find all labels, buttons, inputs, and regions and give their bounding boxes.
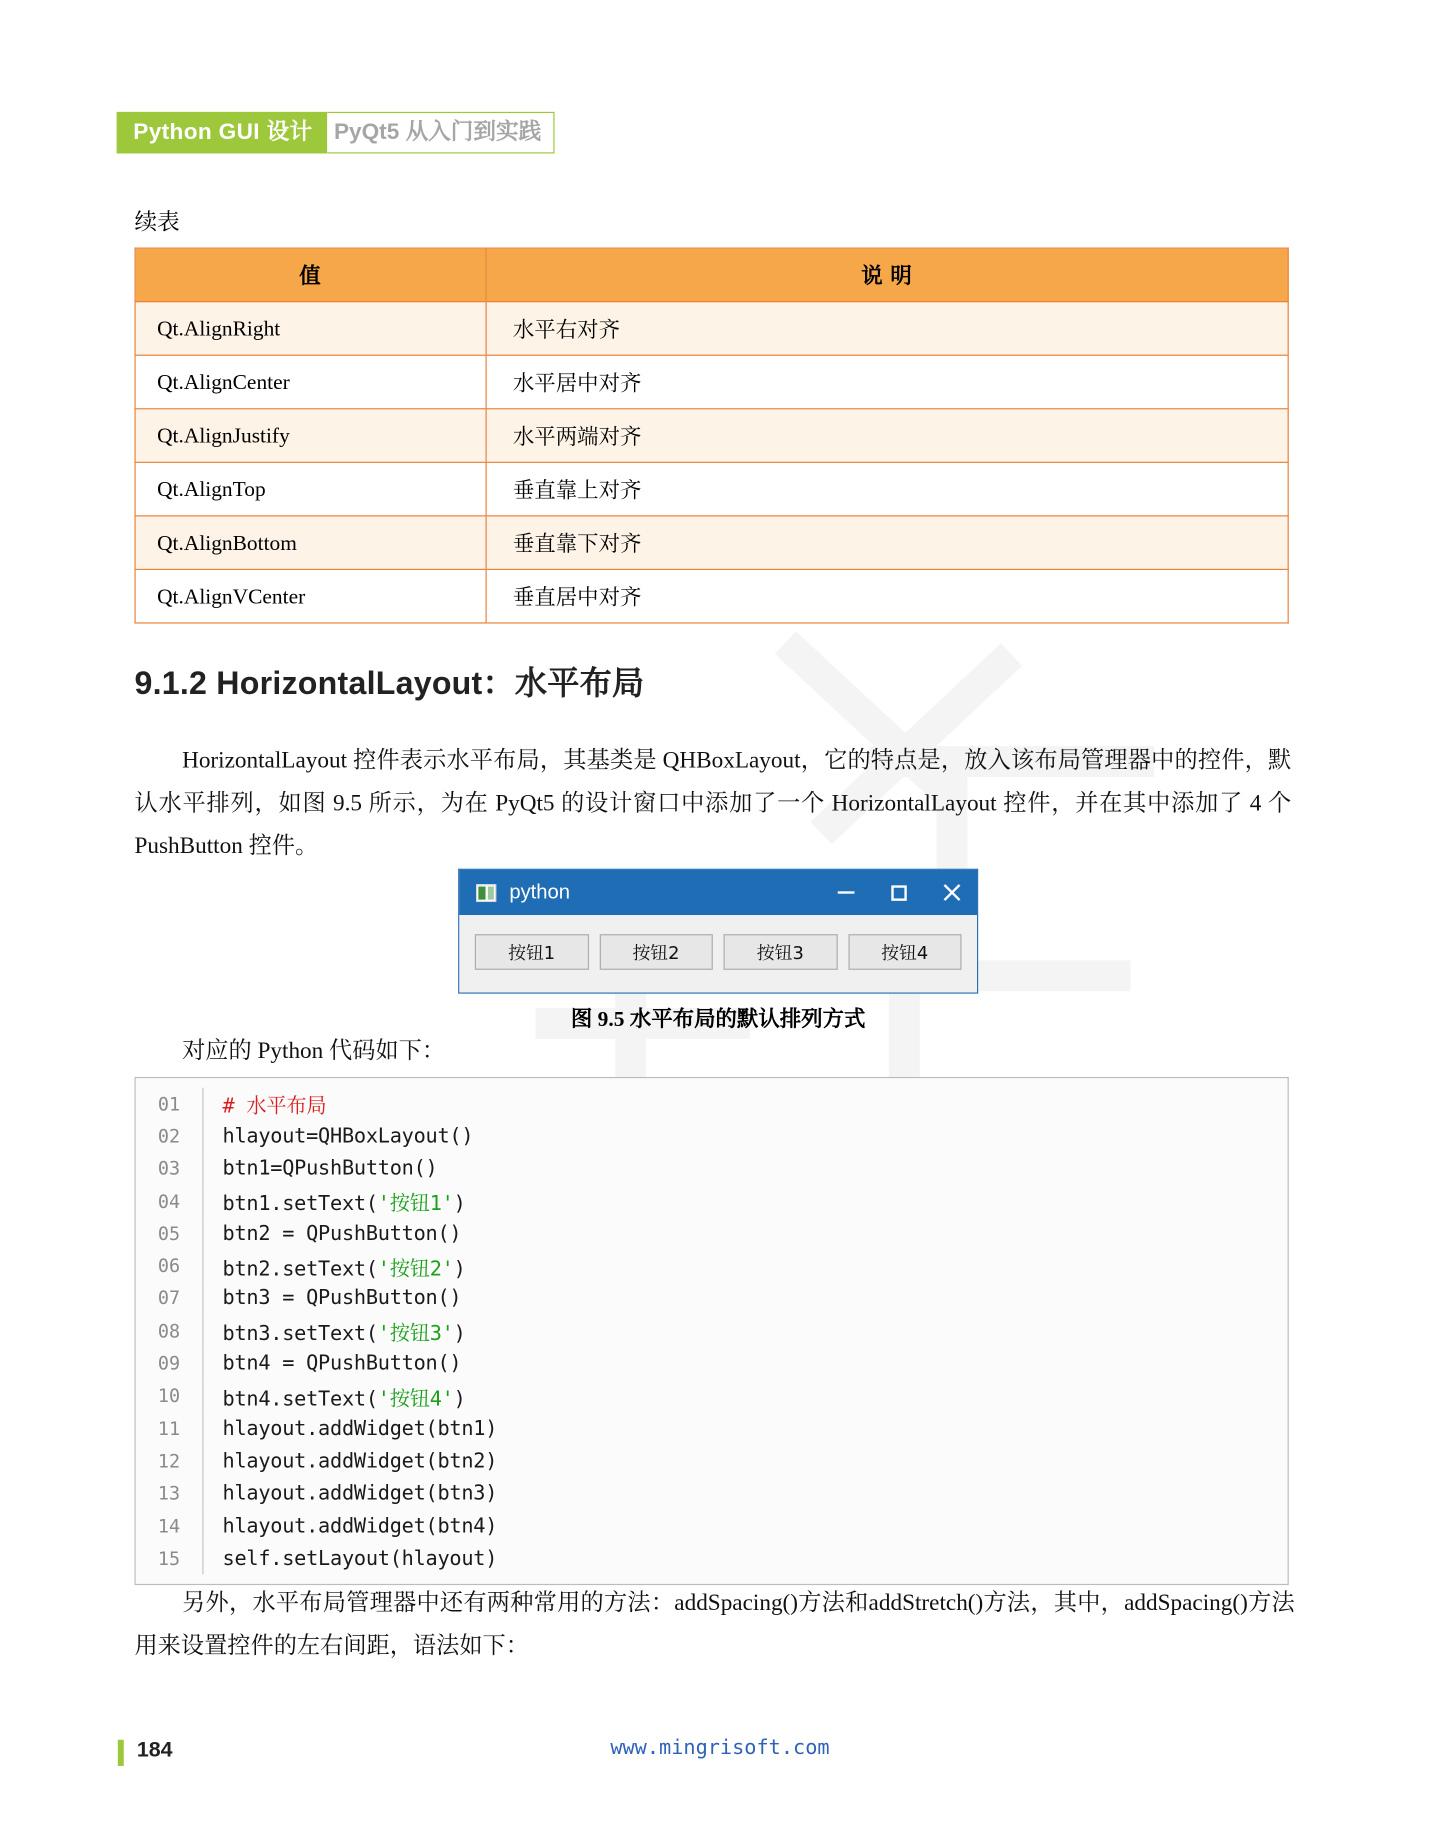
- code-line-text: [203, 1089, 326, 1119]
- table-body: [135, 302, 1288, 623]
- code-text: hlayout.addWidget(btn2): [222, 1449, 498, 1474]
- page-number: 184: [136, 1737, 173, 1762]
- code-line-number: 03: [157, 1158, 181, 1180]
- code-line-text: [203, 1186, 465, 1216]
- code-line-number: 12: [157, 1450, 181, 1472]
- code-line: [136, 1153, 1288, 1185]
- code-line-number: 06: [157, 1255, 181, 1278]
- code-line-text: [203, 1287, 461, 1311]
- code-line-number: 14: [157, 1515, 181, 1537]
- running-head-title-gray: PyQt5 从入门到实践: [327, 112, 555, 154]
- code-comment: # 水平布局: [222, 1094, 327, 1119]
- code-line-text: [203, 1222, 461, 1246]
- code-string: '按钮4': [377, 1387, 454, 1412]
- cell-value: Qt.AlignTop: [135, 462, 486, 516]
- push-button-3[interactable]: 按钮3: [724, 934, 838, 970]
- push-button-4[interactable]: 按钮4: [848, 934, 962, 970]
- code-line-number: 02: [157, 1125, 181, 1148]
- code-line: [136, 1185, 1288, 1217]
- cell-value: Qt.AlignCenter: [135, 355, 486, 409]
- code-text: self.setLayout(hlayout): [222, 1546, 498, 1571]
- column-header-value: 值: [135, 248, 486, 302]
- code-line: [136, 1412, 1288, 1444]
- code-line: [136, 1088, 1288, 1120]
- code-string: '按钮3': [377, 1322, 454, 1347]
- qt-window-title: python: [509, 880, 571, 904]
- figure-caption: 图 9.5 水平布局的默认排列方式: [570, 1006, 866, 1031]
- code-text: btn2.setText(: [222, 1257, 378, 1282]
- table-head: [135, 248, 1288, 302]
- section-heading: 9.1.2 HorizontalLayout：水平布局: [134, 665, 645, 701]
- push-button-2[interactable]: 按钮2: [599, 934, 713, 970]
- code-line: [136, 1120, 1288, 1152]
- code-line: [136, 1477, 1288, 1509]
- code-line-text: [203, 1482, 497, 1506]
- cell-description: 水平右对齐: [486, 302, 1288, 356]
- code-line-number: 04: [157, 1190, 181, 1213]
- python-app-icon: [476, 884, 496, 902]
- running-head: [117, 112, 555, 154]
- code-line-number: 05: [157, 1223, 181, 1245]
- cell-description: 垂直靠下对齐: [486, 516, 1288, 570]
- table-row: [135, 355, 1288, 409]
- cell-value: Qt.AlignJustify: [135, 409, 486, 463]
- cell-description: 水平两端对齐: [486, 409, 1288, 463]
- code-line-number: 10: [157, 1385, 181, 1407]
- cell-value: Qt.AlignRight: [135, 302, 486, 356]
- code-line-text: [203, 1157, 437, 1181]
- code-line: [136, 1315, 1288, 1347]
- code-line-number: 09: [157, 1353, 181, 1375]
- table-row: [135, 569, 1288, 623]
- code-text: hlayout=QHBoxLayout(): [222, 1124, 474, 1149]
- table-row: [135, 516, 1288, 570]
- code-line-number: 08: [157, 1320, 181, 1342]
- intro-paragraph: HorizontalLayout 控件表示水平布局，其基类是 QHBoxLayout，它的特点是，放入该布局管理器中的控件，默认水平排列，如图 9.5 所示，为在 PyQt5 的设计窗口中添加了一个 HorizontalLayout 控件，并在其中添加了 4 个 PushButton 控件。: [134, 748, 1292, 860]
- code-line: [136, 1380, 1288, 1412]
- code-string: '按钮1': [377, 1192, 454, 1217]
- code-text: btn3 = QPushButton(): [222, 1286, 462, 1311]
- code-text: hlayout.addWidget(btn4): [222, 1514, 498, 1539]
- close-icon[interactable]: [925, 870, 977, 915]
- qt-window-body: [459, 915, 977, 992]
- code-lead-paragraph: 对应的 Python 代码如下：: [182, 1038, 446, 1064]
- push-button-1[interactable]: 按钮1: [475, 934, 589, 970]
- code-line-number: 15: [157, 1547, 181, 1570]
- continued-table-label: 续表: [134, 210, 180, 236]
- cell-description: 垂直靠上对齐: [486, 462, 1288, 516]
- table-row: [135, 409, 1288, 463]
- alignment-table: [134, 248, 1288, 624]
- code-line-text: [203, 1316, 465, 1346]
- maximize-icon[interactable]: [872, 870, 924, 915]
- cell-description: 垂直居中对齐: [486, 569, 1288, 623]
- code-line: [136, 1218, 1288, 1250]
- code-text: hlayout.addWidget(btn3): [222, 1481, 498, 1506]
- column-header-description: 说 明: [486, 248, 1288, 302]
- code-line: [136, 1250, 1288, 1282]
- code-block: [134, 1077, 1288, 1586]
- tail-paragraph: 另外，水平布局管理器中还有两种常用的方法：addSpacing()方法和addStretch()方法，其中，addSpacing()方法用来设置控件的左右间距，语法如下：: [134, 1591, 1295, 1659]
- qt-window-mock: [458, 869, 978, 994]
- code-text: btn4.setText(: [222, 1387, 378, 1412]
- code-text: ): [453, 1322, 466, 1347]
- running-head-title-green: Python GUI 设计: [117, 112, 327, 154]
- code-text: btn1.setText(: [222, 1192, 378, 1217]
- code-line-text: [203, 1251, 465, 1281]
- qt-window-controls: [820, 870, 977, 915]
- code-line-text: [203, 1417, 497, 1441]
- code-line-text: [203, 1449, 497, 1473]
- code-text: hlayout.addWidget(btn1): [222, 1416, 498, 1441]
- code-text: ): [453, 1387, 466, 1412]
- code-text: btn1=QPushButton(): [222, 1156, 438, 1181]
- code-line: [136, 1348, 1288, 1380]
- code-line: [136, 1445, 1288, 1477]
- code-text: btn4 = QPushButton(): [222, 1351, 462, 1376]
- cell-value: Qt.AlignVCenter: [135, 569, 486, 623]
- minimize-icon[interactable]: [820, 870, 872, 915]
- table-header-row: [135, 248, 1288, 302]
- code-line-text: [203, 1547, 497, 1571]
- table-row: [135, 302, 1288, 356]
- code-string: '按钮2': [377, 1257, 454, 1282]
- code-line-text: [203, 1124, 473, 1148]
- cell-value: Qt.AlignBottom: [135, 516, 486, 570]
- code-line-number: 07: [157, 1288, 181, 1310]
- footer-url: www.mingrisoft.com: [610, 1736, 830, 1761]
- code-line-number: 11: [157, 1418, 181, 1440]
- code-line-number: 13: [157, 1482, 181, 1505]
- code-line-text: [203, 1514, 497, 1538]
- code-line-text: [203, 1352, 461, 1376]
- cell-description: 水平居中对齐: [486, 355, 1288, 409]
- table-row: [135, 462, 1288, 516]
- figure-9-5: [458, 869, 978, 1031]
- code-line: [136, 1542, 1288, 1574]
- code-text: btn3.setText(: [222, 1322, 378, 1347]
- code-line-text: [203, 1381, 465, 1411]
- code-line: [136, 1510, 1288, 1542]
- code-text: btn2 = QPushButton(): [222, 1221, 462, 1246]
- code-text: ): [453, 1257, 466, 1282]
- code-line-number: 01: [157, 1093, 181, 1115]
- code-text: ): [453, 1192, 466, 1217]
- qt-title-bar: [459, 870, 977, 915]
- code-line: [136, 1283, 1288, 1315]
